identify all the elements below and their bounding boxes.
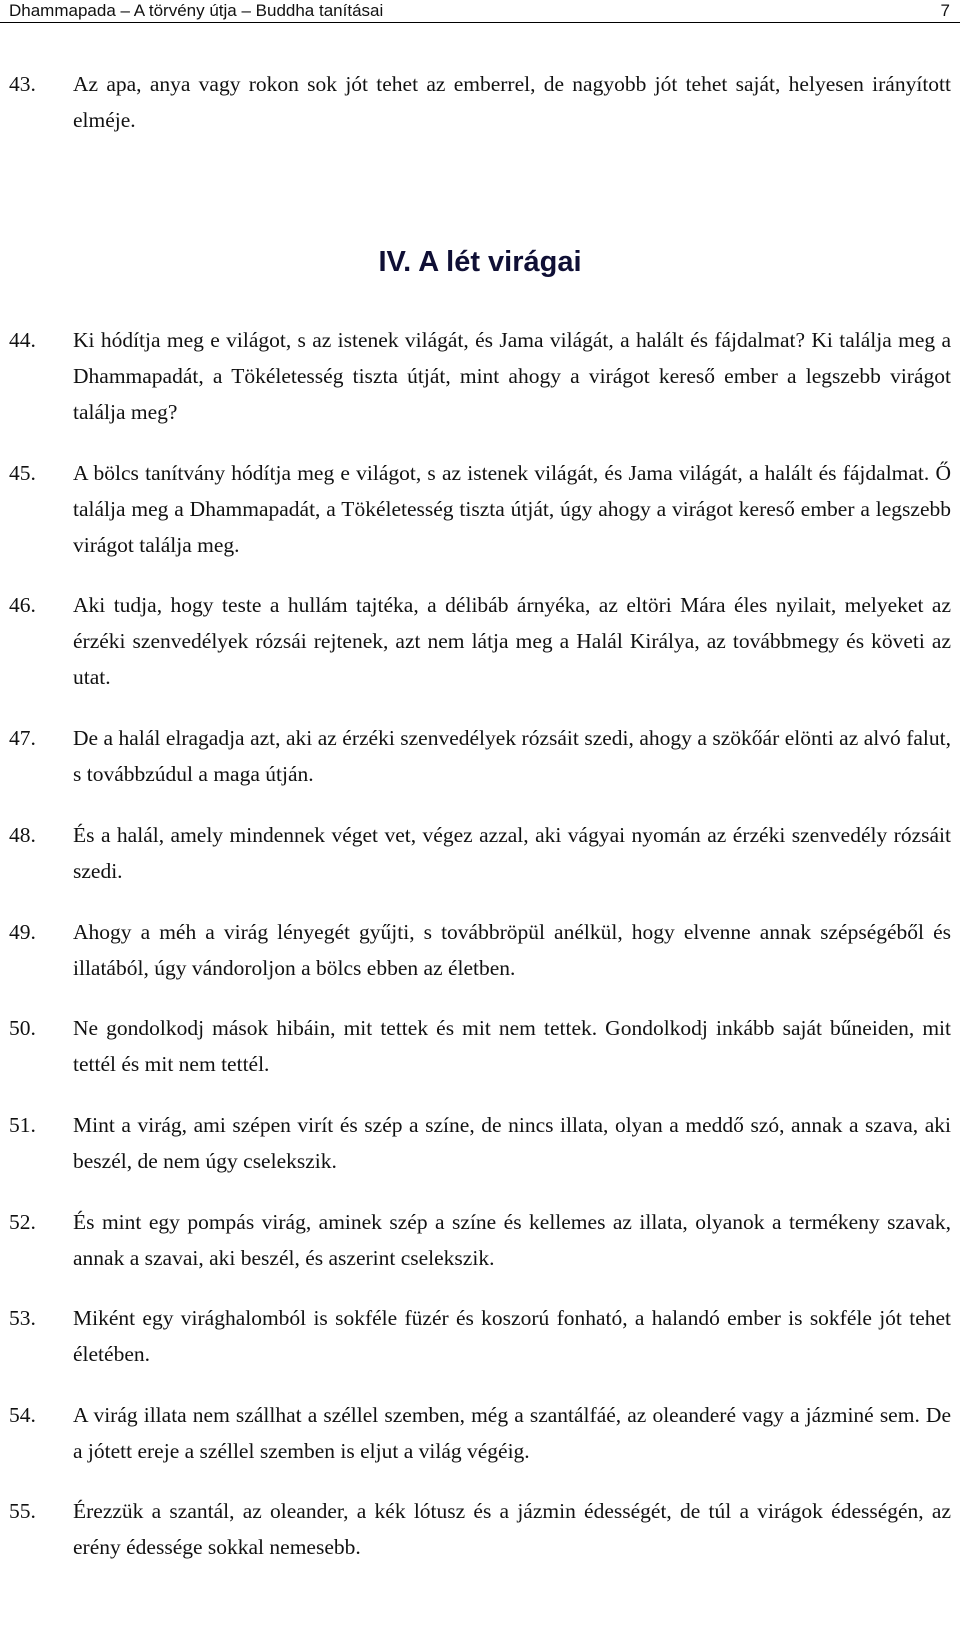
header-title: Dhammapada – A törvény útja – Buddha tanításai [9, 1, 384, 20]
verse-number: 49. [9, 920, 36, 944]
verse-text: Mint a virág, ami szépen virít és szép a színe, de nincs illata, olyan a meddő szó, annak a szava, aki beszél, de nem úgy cselekszik. [73, 1113, 951, 1173]
verse-number: 52. [9, 1210, 36, 1234]
verse-text: Érezzük a szantál, az oleander, a kék lótusz és a jázmin édességét, de túl a virágok édességén, az erény édessége sokkal nemesebb. [73, 1499, 951, 1559]
verse-number: 55. [9, 1499, 36, 1523]
verse-text: Miként egy virághalomból is sokféle füzér és koszorú fonható, a halandó ember is sokféle jót tehet életében. [73, 1306, 951, 1366]
verse-number: 43. [9, 72, 36, 96]
verse-text: De a halál elragadja azt, aki az érzéki szenvedélyek rózsáit szedi, ahogy a szökőár elönti az alvó falut, s továbbzúdul a maga útján. [73, 726, 951, 786]
verse-text: Ki hódítja meg e világot, s az istenek világát, és Jama világát, a halált és fájdalmat? Ki találja meg a Dhammapadát, a Tökéletesség tiszta útját, mint ahogy a virágot kereső ember a legszebb virágot találja meg? [73, 328, 951, 424]
verse-text: Az apa, anya vagy rokon sok jót tehet az emberrel, de nagyobb jót tehet saját, helyesen irányított elméje. [73, 72, 951, 132]
verse-text: Aki tudja, hogy teste a hullám tajtéka, a délibáb árnyéka, az eltöri Mára éles nyilait, melyeket az érzéki szenvedélyek rózsái rejtenek, azt nem látja meg a Halál Királya, az továbbmegy és követi az utat. [73, 593, 951, 689]
page-number: 7 [940, 1, 950, 20]
verse-number: 47. [9, 726, 36, 750]
verse-text: Ne gondolkodj mások hibáin, mit tettek és mit nem tettek. Gondolkodj inkább saját bűneiden, mit tettél és mit nem tettél. [73, 1016, 951, 1076]
verse-number: 46. [9, 593, 36, 617]
chapter-title: IV. A lét virágai [378, 246, 582, 278]
verse-number: 51. [9, 1113, 36, 1137]
verse-text: És mint egy pompás virág, aminek szép a színe és kellemes az illata, olyanok a termékeny szavak, annak a szavai, aki beszél, és aszerint cselekszik. [73, 1210, 951, 1270]
verse-number: 50. [9, 1016, 36, 1040]
verse-text: Ahogy a méh a virág lényegét gyűjti, s továbbröpül anélkül, hogy elvenne annak szépségéből és illatából, úgy vándoroljon a bölcs ebben az életben. [73, 920, 951, 980]
verse-number: 44. [9, 328, 36, 352]
verse-number: 53. [9, 1306, 36, 1330]
page-header [0, 0, 960, 23]
verse-number: 48. [9, 823, 36, 847]
verse-text: A virág illata nem szállhat a széllel szemben, még a szantálfáé, az oleanderé vagy a jázminé sem. De a jótett ereje a széllel szemben is eljut a világ végéig. [73, 1403, 951, 1463]
verse-text: És a halál, amely mindennek véget vet, végez azzal, aki vágyai nyomán az érzéki szenvedély rózsáit szedi. [73, 823, 951, 883]
verse-number: 45. [9, 461, 36, 485]
verse-text: A bölcs tanítvány hódítja meg e világot, s az istenek világát, és Jama világát, a halált és fájdalmat. Ő találja meg a Dhammapadát, a Tökéletesség tiszta útját, úgy ahogy a virágot kereső ember a legszebb virágot találja meg. [73, 461, 951, 557]
verse-number: 54. [9, 1403, 36, 1427]
